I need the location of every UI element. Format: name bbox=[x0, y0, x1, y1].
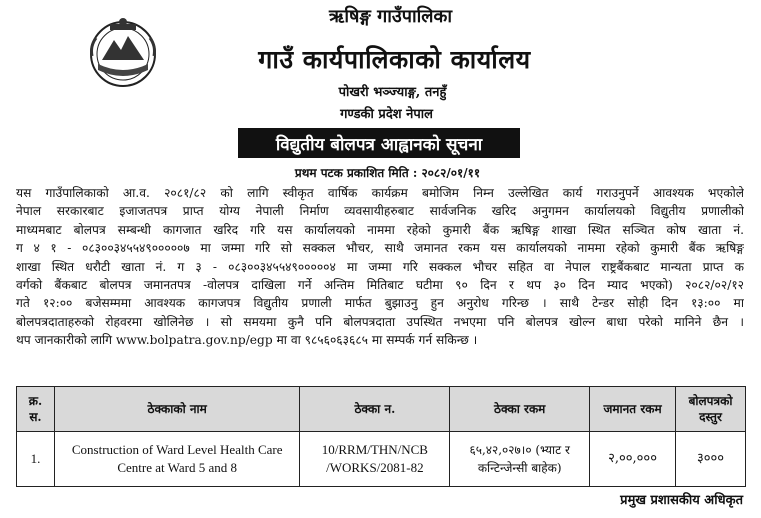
body-line: यस गाउँपालिकाको आ.व. २०८१/८२ को लागि स्वीकृत वार्षिक कार्यक्रम बमोजिम निम्न उल्लेखित कार्य गराउनुपर्ने आवश्यक भएकोले bbox=[16, 186, 744, 200]
table-header-row bbox=[17, 387, 746, 432]
col-header-amount: ठेक्का रकम bbox=[450, 387, 590, 432]
municipality-name: ऋषिङ्ग गाउँपालिका bbox=[329, 6, 452, 27]
col-header-fee: बोलपत्रको दस्तुर bbox=[676, 387, 746, 432]
body-line: माध्यमबाट बोलपत्र सम्बन्धी कागजात खरिद गरि यस कार्यालयको नाममा रहेको कुमारी बैंक ऋषिङ्ग शाखा स्थित सञ्चित कोष खाता नं. bbox=[16, 222, 744, 237]
notice-title: विद्युतीय बोलपत्र आह्वानको सूचना bbox=[238, 128, 520, 158]
body-line: थप जानकारीको लागि www.bolpatra.gov.np/egp मा वा ९८५६०६३६८५ मा सम्पर्क गर्न सकिन्छ । bbox=[16, 333, 478, 348]
body-line: नेपाल सरकारबाट इजाजतपत्र प्राप्त योग्य नेपाली निर्माण व्यवसायीहरुबाट सार्वजनिक खरिद अनुगमन कार्यालयको विद्युतीय प्रणालीको bbox=[16, 204, 744, 219]
body-line: गते १२:०० बजेसम्ममा आवश्यक कागजपत्र विद्युतीय प्रणाली मार्फत बुझाउनु हुन अनुरोध गरिन्छ । साथै टेन्डर सोही दिन १३:०० मा bbox=[16, 296, 744, 311]
signatory-title: प्रमुख प्रशासकीय अधिकृत bbox=[620, 493, 743, 508]
cell-name: Construction of Ward Level Health Care Centre at Ward 5 and 8 bbox=[54, 432, 299, 487]
publish-date: प्रथम पटक प्रकाशित मिति : २०८२/०१/११ bbox=[294, 166, 481, 180]
province-name: गण्डकी प्रदेश नेपाल bbox=[340, 107, 433, 122]
col-header-guarantee: जमानत रकम bbox=[590, 387, 676, 432]
cell-amount: ६५,४२,०२७।० (भ्याट र कन्टिन्जेन्सी बाहेक) bbox=[450, 432, 590, 487]
body-line: बोलपत्रदाताहरुको रोहवरमा खोलिनेछ । सो समयमा कुनै पनि बोलपत्रदाता उपस्थित नभएमा पनि बोलपत्र खोल्न बाधा परेको मानिने छैन । bbox=[16, 314, 744, 329]
office-location: पोखरी भञ्ज्याङ्ग, तनहुँ bbox=[338, 85, 447, 100]
tender-table bbox=[16, 386, 746, 487]
notice-body bbox=[16, 184, 744, 350]
office-name: गाउँ कार्यपालिकाको कार्यालय bbox=[258, 45, 531, 74]
cell-guarantee: २,००,००० bbox=[590, 432, 676, 487]
cell-number: 10/RRM/THN/NCB /WORKS/2081-82 bbox=[300, 432, 450, 487]
cell-sn: 1. bbox=[17, 432, 55, 487]
cell-fee: ३००० bbox=[676, 432, 746, 487]
body-line: वर्गको बैंकबाट बोलपत्र जमानतपत्र -वोलपत्र दाखिला गर्ने अन्तिम मितिबाट घटीमा ९० दिन र थप ३० दिन म्याद भएको) २०८२/०२/१२ bbox=[16, 278, 744, 293]
table-row bbox=[17, 432, 746, 487]
body-line: ग ४ १ - ०८३००३४५५४९०००००७ मा जम्मा गरि सो सक्कल भौचर, साथै जमानत रकम यस कार्यालयको नाममा रहेको कुमारी बैंक ऋषिङ्ग bbox=[16, 241, 744, 256]
col-header-number: ठेक्का न. bbox=[300, 387, 450, 432]
col-header-sn: क्र. स. bbox=[17, 387, 55, 432]
body-line: शाखा स्थित धरौटी खाता नं. ग ३ - ०८३००३४५५४९०००००४ मा जम्मा गरि सक्कल भौचर सहित वा नेपाल राष्ट्रबैंकबाट मान्यता प्राप्त क bbox=[16, 259, 744, 274]
col-header-name: ठेक्काको नाम bbox=[54, 387, 299, 432]
